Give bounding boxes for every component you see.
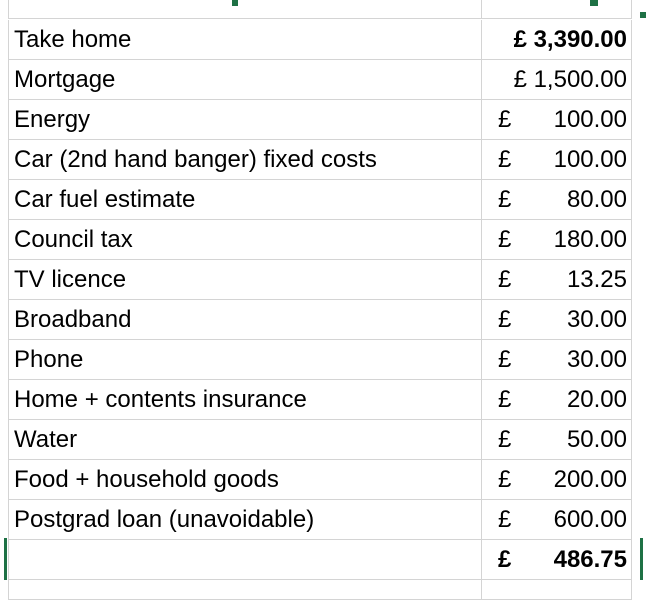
selection-border-right [640, 538, 643, 580]
row-amount-cell[interactable] [482, 260, 632, 300]
currency-symbol: £ [498, 106, 512, 133]
row-amount: 20.00 [566, 386, 627, 413]
row-amount-cell[interactable] [482, 500, 632, 540]
row-label-cell[interactable] [8, 500, 482, 540]
currency-symbol: £ [498, 386, 512, 413]
row-label: Postgrad loan (unavoidable) [14, 506, 315, 533]
row-label-cell[interactable] [8, 340, 482, 380]
row-amount: 50.00 [566, 426, 627, 453]
row-label-cell[interactable] [8, 180, 482, 220]
currency-symbol: £ [498, 466, 512, 493]
row-amount: £ 1,500.00 [513, 66, 627, 93]
row-amount: 80.00 [566, 186, 627, 213]
row-amount-cell[interactable] [482, 20, 632, 60]
currency-symbol: £ [498, 266, 512, 293]
row-amount-cell[interactable] [482, 300, 632, 340]
row-label: Car fuel estimate [14, 186, 196, 213]
row-label-cell[interactable] [8, 60, 482, 100]
row-label: Car (2nd hand banger) fixed costs [14, 146, 377, 173]
row-label: Broadband [14, 306, 132, 333]
row-label: Take home [14, 26, 132, 53]
row-amount: 200.00 [553, 466, 627, 493]
row-amount-cell[interactable] [482, 100, 632, 140]
row-label-cell[interactable] [8, 460, 482, 500]
currency-symbol: £ [498, 506, 512, 533]
row-label: Council tax [14, 226, 133, 253]
row-label: Home + contents insurance [14, 386, 307, 413]
row-amount-cell[interactable] [482, 340, 632, 380]
header-row-cell[interactable] [482, 0, 632, 19]
total-amount: 486.75 [553, 546, 627, 573]
row-label: Food + household goods [14, 466, 279, 493]
row-amount: 180.00 [553, 226, 627, 253]
row-amount-cell[interactable] [482, 140, 632, 180]
currency-symbol: £ [498, 146, 512, 173]
currency-symbol: £ [498, 306, 512, 333]
row-amount-cell[interactable] [482, 180, 632, 220]
row-label: Phone [14, 346, 84, 373]
row-amount: 30.00 [566, 306, 627, 333]
row-label: Mortgage [14, 66, 116, 93]
row-label-cell[interactable] [8, 140, 482, 180]
row-amount-cell[interactable] [482, 460, 632, 500]
row-label: TV licence [14, 266, 127, 293]
row-label: Energy [14, 106, 91, 133]
currency-symbol: £ [498, 226, 512, 253]
row-amount-cell[interactable] [482, 420, 632, 460]
row-amount-cell[interactable] [482, 220, 632, 260]
row-label-cell[interactable] [8, 380, 482, 420]
row-label-cell[interactable] [8, 260, 482, 300]
header-row-cell[interactable] [8, 0, 482, 19]
total-label-cell[interactable] [8, 540, 482, 580]
row-amount: 100.00 [553, 106, 627, 133]
empty-cell[interactable] [482, 580, 632, 600]
row-amount-cell[interactable] [482, 380, 632, 420]
row-label-cell[interactable] [8, 420, 482, 460]
row-label-cell[interactable] [8, 100, 482, 140]
currency-symbol: £ [498, 186, 512, 213]
currency-symbol: £ [498, 426, 512, 453]
selection-border-left [4, 538, 7, 580]
selection-handle[interactable] [640, 12, 646, 18]
row-label-cell[interactable] [8, 20, 482, 60]
currency-symbol: £ [498, 546, 512, 573]
row-label-cell[interactable] [8, 300, 482, 340]
clipped-text-fragment [590, 0, 598, 6]
empty-cell[interactable] [8, 580, 482, 600]
row-amount: 100.00 [553, 146, 627, 173]
row-amount: 600.00 [553, 506, 627, 533]
currency-symbol: £ [498, 346, 512, 373]
clipped-text-fragment [232, 0, 238, 6]
row-label-cell[interactable] [8, 220, 482, 260]
row-label: Water [14, 426, 78, 453]
row-amount: 13.25 [566, 266, 627, 293]
row-amount-cell[interactable] [482, 60, 632, 100]
total-amount-cell[interactable] [482, 540, 632, 580]
row-amount: 30.00 [566, 346, 627, 373]
row-amount: £ 3,390.00 [513, 26, 627, 53]
